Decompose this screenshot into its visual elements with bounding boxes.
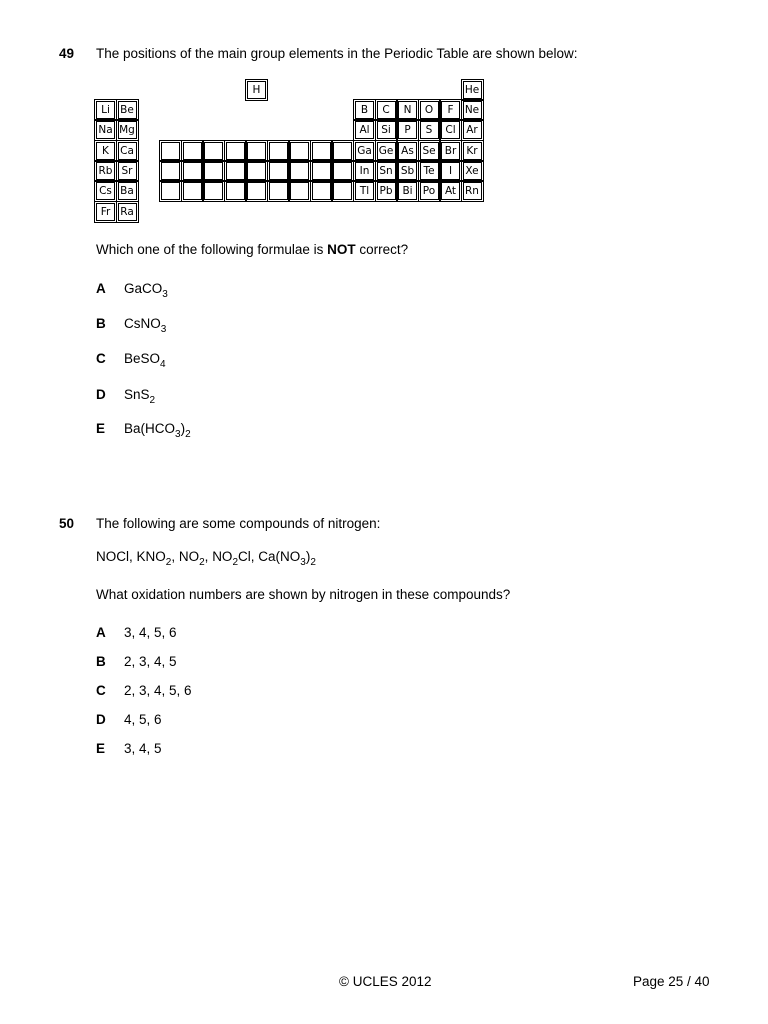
transition-metal-cell bbox=[226, 142, 245, 160]
transition-metal-cell bbox=[161, 182, 180, 200]
formula-text: Ba(HCO bbox=[124, 421, 176, 436]
transition-metal-cell bbox=[269, 182, 288, 200]
option-text: 2, 3, 4, 5, 6 bbox=[124, 683, 192, 698]
nitrogen-compound bbox=[212, 549, 251, 568]
question-49-number: 49 bbox=[59, 46, 75, 61]
element-cell-ar: Ar bbox=[463, 121, 482, 139]
periodic-table bbox=[0, 0, 768, 240]
transition-metal-cell bbox=[290, 142, 309, 160]
question-49-stem: The positions of the main group elements in the Periodic Table are shown below: bbox=[96, 46, 578, 61]
formula-text: CsNO bbox=[124, 316, 161, 331]
formula-subscript: 2 bbox=[165, 557, 172, 568]
transition-metal-cell bbox=[247, 142, 266, 160]
element-cell-tl: Tl bbox=[355, 182, 374, 200]
transition-metal-cell bbox=[247, 162, 266, 180]
transition-metal-cell bbox=[269, 162, 288, 180]
transition-metal-cell bbox=[226, 182, 245, 200]
nitrogen-compound bbox=[178, 549, 205, 568]
formula-text: KNO bbox=[136, 549, 166, 564]
nitrogen-compound bbox=[96, 549, 129, 564]
transition-metal-cell bbox=[183, 182, 202, 200]
element-cell-s: S bbox=[420, 121, 439, 139]
formula-subscript: 3 bbox=[175, 429, 181, 440]
transition-metal-cell bbox=[226, 162, 245, 180]
element-cell-ca: Ca bbox=[118, 142, 137, 160]
element-cell-po: Po bbox=[420, 182, 439, 200]
element-cell-ba: Ba bbox=[118, 182, 137, 200]
element-cell-h: H bbox=[247, 81, 266, 99]
formula-text: Cl bbox=[238, 549, 251, 564]
element-cell-he: He bbox=[463, 81, 482, 99]
element-cell-xe: Xe bbox=[463, 162, 482, 180]
formula-text: GaCO bbox=[124, 281, 163, 296]
option-letter: C bbox=[96, 351, 106, 366]
formula-subscript: 4 bbox=[160, 359, 166, 370]
element-cell-kr: Kr bbox=[463, 142, 482, 160]
element-cell-ne: Ne bbox=[463, 101, 482, 119]
element-cell-ra: Ra bbox=[118, 203, 137, 221]
footer-copyright: © UCLES 2012 bbox=[339, 974, 432, 989]
formula-text: SnS bbox=[124, 387, 150, 402]
transition-metal-cell bbox=[204, 162, 223, 180]
formula-text: NO bbox=[178, 549, 200, 564]
question-49-prompt bbox=[96, 242, 408, 257]
element-cell-li: Li bbox=[96, 101, 115, 119]
transition-metal-cell bbox=[333, 182, 352, 200]
prompt-text-before: Which one of the following formulae is bbox=[96, 242, 328, 257]
option-formula bbox=[124, 281, 168, 300]
option-formula bbox=[124, 351, 166, 370]
transition-metal-cell bbox=[161, 142, 180, 160]
option-text: 3, 4, 5, 6 bbox=[124, 625, 177, 640]
transition-metal-cell bbox=[312, 182, 331, 200]
option-letter: D bbox=[96, 712, 106, 727]
element-cell-sr: Sr bbox=[118, 162, 137, 180]
element-cell-be: Be bbox=[118, 101, 137, 119]
element-cell-at: At bbox=[441, 182, 460, 200]
transition-metal-cell bbox=[290, 182, 309, 200]
transition-metal-cell bbox=[355, 182, 374, 200]
element-cell-cs: Cs bbox=[96, 182, 115, 200]
option-letter: A bbox=[96, 281, 106, 296]
question-50-stem: The following are some compounds of nitrogen: bbox=[96, 516, 381, 531]
transition-metal-cell bbox=[355, 142, 374, 160]
option-formula bbox=[124, 316, 167, 335]
option-text: 3, 4, 5 bbox=[124, 741, 162, 756]
option-formula bbox=[124, 421, 191, 440]
element-cell-o: O bbox=[420, 101, 439, 119]
element-cell-p: P bbox=[398, 121, 417, 139]
element-cell-k: K bbox=[96, 142, 115, 160]
footer-page-number: Page 25 / 40 bbox=[633, 974, 710, 989]
element-cell-as: As bbox=[398, 142, 417, 160]
option-letter: B bbox=[96, 316, 106, 331]
element-cell-cl: Cl bbox=[441, 121, 460, 139]
formula-subscript: 3 bbox=[160, 324, 167, 335]
prompt-text-after: correct? bbox=[355, 242, 409, 257]
transition-metal-cell bbox=[312, 162, 331, 180]
element-cell-si: Si bbox=[377, 121, 396, 139]
element-cell-ga: Ga bbox=[355, 142, 374, 160]
element-cell-b: B bbox=[355, 101, 374, 119]
option-text: 4, 5, 6 bbox=[124, 712, 162, 727]
element-cell-rn: Rn bbox=[463, 182, 482, 200]
formula-text: NO bbox=[212, 549, 233, 564]
option-letter: A bbox=[96, 625, 106, 640]
formula-subscript: 2 bbox=[199, 557, 205, 568]
element-cell-al: Al bbox=[355, 121, 374, 139]
nitrogen-compound bbox=[258, 549, 316, 568]
formula-text: ) bbox=[305, 549, 311, 564]
option-letter: D bbox=[96, 387, 106, 402]
transition-metal-cell bbox=[247, 182, 266, 200]
formula-text: BeSO bbox=[124, 351, 161, 366]
element-cell-mg: Mg bbox=[118, 121, 137, 139]
transition-metal-cell bbox=[204, 182, 223, 200]
question-50-prompt: What oxidation numbers are shown by nitrogen in these compounds? bbox=[96, 587, 511, 602]
nitrogen-compound bbox=[136, 549, 172, 568]
element-cell-bi: Bi bbox=[398, 182, 417, 200]
element-cell-te: Te bbox=[420, 162, 439, 180]
element-cell-n: N bbox=[398, 101, 417, 119]
formula-subscript: 2 bbox=[310, 557, 316, 568]
transition-metal-cell bbox=[333, 162, 352, 180]
formula-subscript: 3 bbox=[300, 557, 306, 568]
option-formula bbox=[124, 387, 156, 406]
formula-subscript: 3 bbox=[162, 289, 168, 300]
element-cell-c: C bbox=[377, 101, 396, 119]
option-letter: B bbox=[96, 654, 106, 669]
element-cell-f: F bbox=[441, 101, 460, 119]
question-50-number: 50 bbox=[59, 516, 75, 531]
element-cell-br: Br bbox=[441, 142, 460, 160]
formula-subscript: 2 bbox=[232, 557, 238, 568]
formula-text: ) bbox=[180, 421, 186, 436]
transition-metal-cell bbox=[333, 142, 352, 160]
transition-metal-cell bbox=[183, 142, 202, 160]
transition-metal-cell bbox=[183, 162, 202, 180]
formula-text: NOCl bbox=[96, 549, 129, 564]
option-letter: C bbox=[96, 683, 106, 698]
formula-subscript: 2 bbox=[185, 429, 191, 440]
element-cell-se: Se bbox=[420, 142, 439, 160]
transition-metal-cell bbox=[312, 142, 331, 160]
element-cell-sn: Sn bbox=[377, 162, 396, 180]
element-cell-i: I bbox=[441, 162, 460, 180]
transition-metal-cell bbox=[161, 162, 180, 180]
element-cell-pb: Pb bbox=[377, 182, 396, 200]
element-cell-ge: Ge bbox=[377, 142, 396, 160]
nitrogen-compounds-list: NOCl, $KNO_2$, $NO_2$, $NO_2Cl$, $Ca(NO_3)_2$ bbox=[96, 549, 316, 568]
transition-metal-cell bbox=[204, 142, 223, 160]
option-letter: E bbox=[96, 421, 106, 436]
element-cell-rb: Rb bbox=[96, 162, 115, 180]
transition-metal-cell bbox=[355, 162, 374, 180]
element-cell-in: In bbox=[355, 162, 374, 180]
option-letter: E bbox=[96, 741, 106, 756]
prompt-emphasis: NOT bbox=[327, 242, 356, 257]
formula-subscript: 2 bbox=[149, 395, 156, 406]
formula-text: Ca(NO bbox=[258, 549, 301, 564]
option-text: 2, 3, 4, 5 bbox=[124, 654, 177, 669]
element-cell-fr: Fr bbox=[96, 203, 115, 221]
element-cell-na: Na bbox=[96, 121, 115, 139]
element-cell-sb: Sb bbox=[398, 162, 417, 180]
transition-metal-cell bbox=[290, 162, 309, 180]
transition-metal-cell bbox=[269, 142, 288, 160]
